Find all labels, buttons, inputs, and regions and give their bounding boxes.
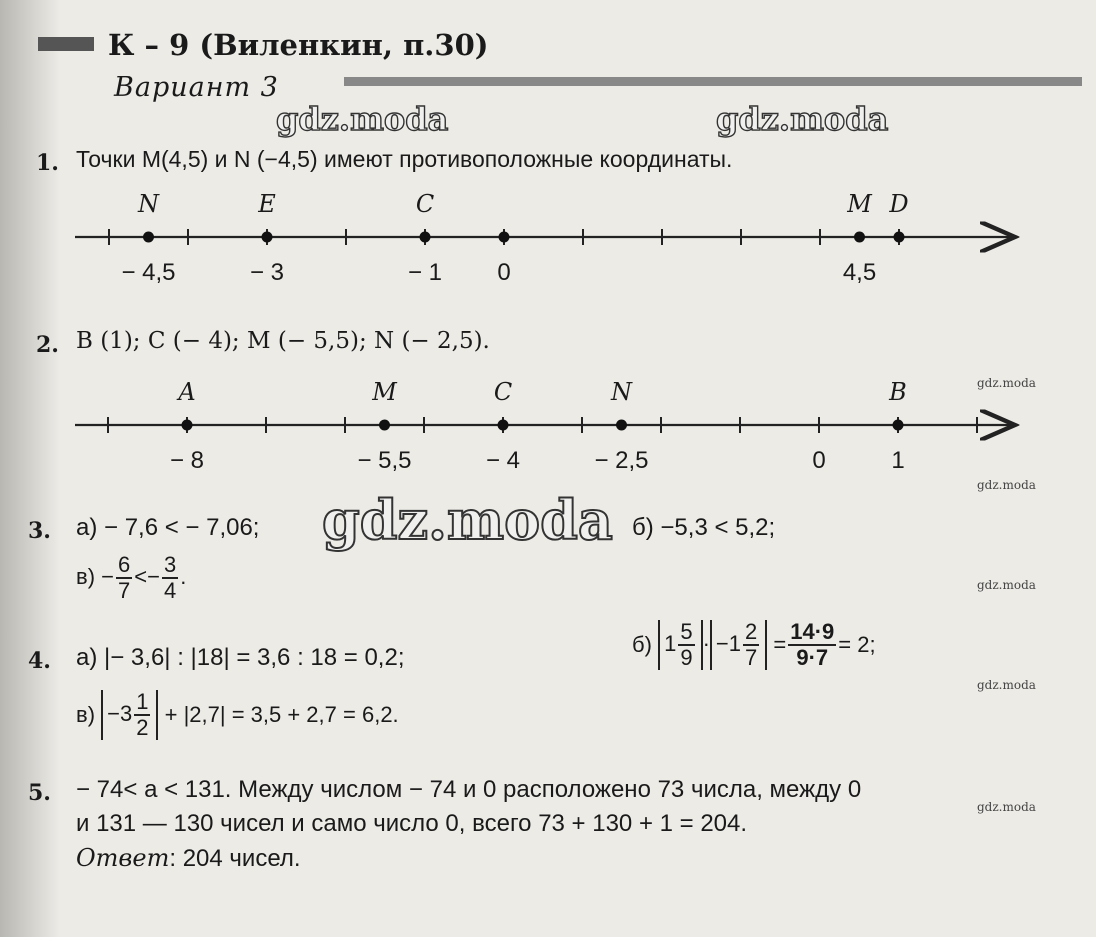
point-marker <box>499 232 510 243</box>
tick-label: − 1 <box>407 259 443 286</box>
task5-line1: − 74< a < 131. Между числом − 74 и 0 расположено 73 числа, между 0 <box>76 776 862 803</box>
tick-label: − 2,5 <box>594 447 649 474</box>
tick-label: 1 <box>891 447 905 474</box>
point-label: N <box>611 378 632 406</box>
task4-b: б) 1 $\frac{5}{9}$ · −1 $\frac{2}{7}$ = $\frac{14\cdot 9}{9\cdot 7}$ = 2; <box>632 619 876 671</box>
task5-line2: и 131 — 130 чисел и само число 0, всего 73 + 130 + 1 = 204. <box>76 810 748 837</box>
tick-label: − 4,5 <box>121 259 176 286</box>
variant-heading: Вариант 3 <box>114 72 279 103</box>
point-label: N <box>138 190 159 218</box>
watermark-side-2: gdz.moda <box>977 478 1036 492</box>
watermark-side-5: gdz.moda <box>977 800 1036 814</box>
task3-b: б) −5,3 < 5,2; <box>632 514 776 541</box>
fraction: $\frac{3}{4}$ <box>163 552 177 604</box>
point-label: E <box>258 190 276 218</box>
task3-number: 3. <box>28 518 51 544</box>
tick-label: 0 <box>812 447 826 474</box>
watermark-center: gdz.moda <box>322 488 613 552</box>
point-marker <box>894 232 905 243</box>
number-line-2 <box>60 370 1040 480</box>
task1-number: 1. <box>36 150 59 176</box>
point-label: C <box>493 378 513 406</box>
tick-label: − 4 <box>485 447 521 474</box>
task4-v: в) −3 $\frac{1}{2}$ + |2,7| = 3,5 + 2,7 = 6,2. <box>76 689 399 741</box>
watermark-top-left: gdz.moda <box>276 100 449 138</box>
point-marker <box>262 232 273 243</box>
point-label: D <box>889 190 909 218</box>
point-marker <box>379 420 390 431</box>
point-marker <box>420 232 431 243</box>
task5-answer: Ответ: 204 чисел. <box>76 844 301 872</box>
task4-a: а) |− 3,6| : |18| = 3,6 : 18 = 0,2; <box>76 644 405 671</box>
point-label: B <box>889 378 907 406</box>
tick-label: − 8 <box>169 447 205 474</box>
point-marker <box>143 232 154 243</box>
point-marker <box>182 420 193 431</box>
task1-text: Точки M(4,5) и N (−4,5) имеют противоположные координаты. <box>76 146 733 172</box>
watermark-top-right: gdz.moda <box>716 100 889 138</box>
task2-text: B (1); C (− 4); M (− 5,5); N (− 2,5). <box>76 328 490 354</box>
task3-a: а) − 7,6 < − 7,06; <box>76 514 260 541</box>
point-label: M <box>847 190 872 218</box>
point-marker <box>893 420 904 431</box>
task4-number: 4. <box>28 648 51 674</box>
number-line-1 <box>60 180 1040 290</box>
watermark-side-4: gdz.moda <box>977 678 1036 692</box>
point-label: A <box>178 378 196 406</box>
point-marker <box>616 420 627 431</box>
task2-number: 2. <box>36 332 59 358</box>
fraction: $\frac{6}{7}$ <box>118 552 131 604</box>
variant-divider <box>344 77 1082 86</box>
point-label: C <box>415 190 435 218</box>
title-marker <box>38 37 94 51</box>
point-label: M <box>372 378 397 406</box>
watermark-side-3: gdz.moda <box>977 578 1036 592</box>
tick-label: 4,5 <box>842 259 877 286</box>
task3-v: в) − $\frac{6}{7}$ <− $\frac{3}{4}$ . <box>76 552 187 604</box>
point-marker <box>854 232 865 243</box>
tick-label: 0 <box>497 259 511 286</box>
tick-label: − 3 <box>249 259 285 286</box>
page-title <box>38 28 488 62</box>
watermark-side-1: gdz.moda <box>977 376 1036 390</box>
point-marker <box>498 420 509 431</box>
tick-label: − 5,5 <box>357 447 412 474</box>
title-text: К – 9 (Виленкин, п.30) <box>108 28 489 62</box>
task5-number: 5. <box>28 780 51 806</box>
